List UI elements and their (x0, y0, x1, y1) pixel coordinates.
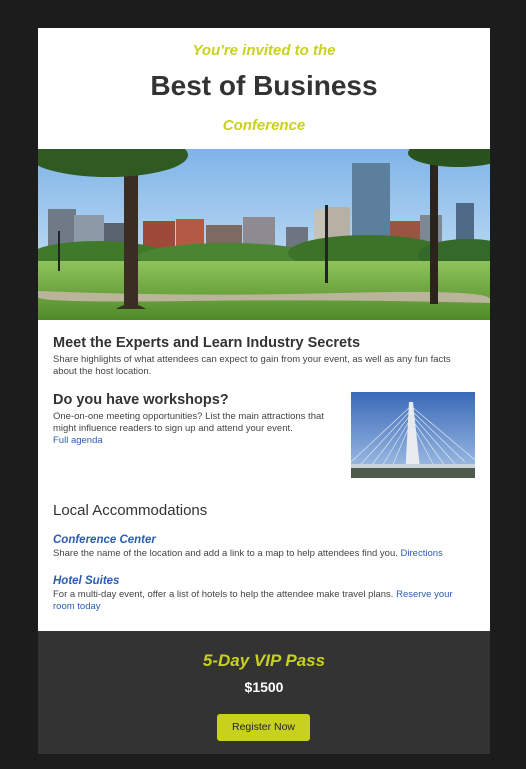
full-agenda-link[interactable]: Full agenda (53, 435, 103, 446)
experts-heading: Meet the Experts and Learn Industry Secrets (53, 335, 361, 351)
directions-link[interactable]: Directions (400, 548, 443, 559)
workshops-body (53, 411, 338, 447)
experts-section (53, 335, 475, 378)
register-now-button[interactable]: Register Now (217, 714, 310, 741)
hotel-suites-title: Hotel Suites (53, 575, 120, 587)
reserve-room-link[interactable]: Reserve your room today (53, 589, 453, 612)
invited-text: You're invited to the (192, 42, 336, 59)
workshops-body-text: One-on-one meeting opportunities? List the main attractions that might influence readers to sign up and attend your event. (53, 411, 324, 434)
content (38, 320, 490, 631)
header (38, 28, 490, 149)
experts-body: Share highlights of what attendees can expect to gain from your event, as well as any fun facts about the host location. (53, 354, 451, 377)
accommodations-heading: Local Accommodations (53, 502, 208, 519)
conference-center-text: Share the name of the location and add a link to a map to help attendees find you. (53, 548, 398, 559)
hotel-suites-body (53, 589, 475, 613)
workshops-heading: Do you have workshops? (53, 392, 229, 408)
bridge-image (351, 392, 475, 478)
accommodations-section (53, 502, 475, 613)
workshops-text (53, 392, 338, 447)
hotel-suites-text: For a multi-day event, offer a list of hotels to help the attendee make travel plans. (53, 589, 394, 600)
footer (38, 631, 490, 754)
conference-center-body (53, 548, 475, 560)
workshops-section (53, 392, 475, 480)
park-skyline-image (38, 149, 490, 320)
conference-center-block (53, 533, 475, 560)
conference-center-title: Conference Center (53, 534, 156, 546)
price-text: $1500 (244, 679, 284, 695)
event-subtitle: Conference (222, 117, 306, 134)
email-card (38, 28, 490, 754)
vip-pass-title: 5-Day VIP Pass (202, 651, 326, 670)
hotel-suites-block (53, 574, 475, 613)
event-title: Best of Business (150, 70, 378, 101)
